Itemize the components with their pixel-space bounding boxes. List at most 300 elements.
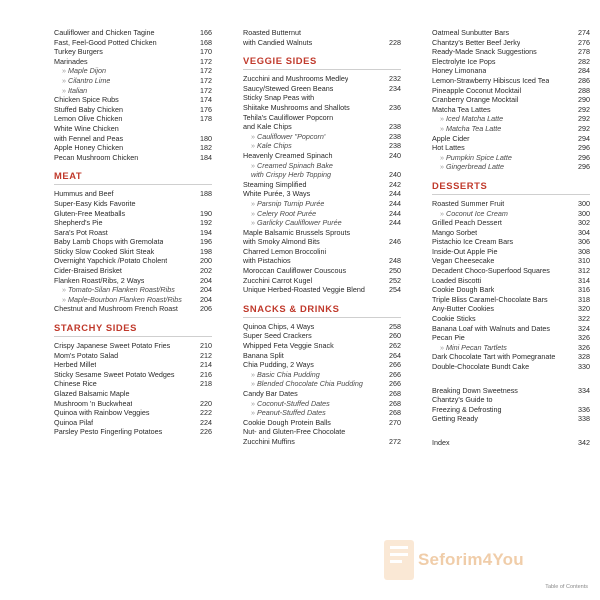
page-number: 172	[200, 66, 212, 76]
toc-entry[interactable]	[54, 351, 212, 361]
toc-subentry[interactable]	[54, 86, 212, 96]
page-number: 172	[200, 75, 212, 85]
toc-entry[interactable]	[54, 105, 212, 115]
page-number: 194	[200, 227, 212, 237]
entry-title: » Mini Pecan Tartlets	[432, 343, 507, 353]
entry-title: Super Seed Crackers	[243, 331, 312, 341]
page-number: 236	[389, 102, 401, 112]
toc-entry[interactable]	[54, 408, 212, 418]
toc-subentry[interactable]	[432, 124, 590, 134]
section-heading: VEGGIE SIDES	[243, 55, 401, 70]
entry-title: Maple Balsamic Brussels Sprouts with Smoky Almond Bits	[243, 227, 351, 247]
toc-entry[interactable]	[432, 76, 590, 86]
toc-entry[interactable]	[243, 389, 401, 399]
page-number: 254	[389, 285, 401, 295]
toc-subentry[interactable]	[54, 66, 212, 76]
page-number: 284	[578, 66, 590, 76]
toc-subentry[interactable]	[243, 209, 401, 219]
toc-entry[interactable]	[432, 86, 590, 96]
page-number: 248	[389, 256, 401, 266]
entry-title: Quinoa Pilaf	[54, 417, 94, 427]
entry-title: » Coconut-Stuffed Dates	[243, 399, 330, 409]
entry-title: Parsley Pesto Fingerling Potatoes	[54, 427, 163, 437]
page-footer: Table of Contents	[545, 584, 588, 590]
toc-entry[interactable]	[243, 93, 401, 112]
page-number: 282	[578, 56, 590, 66]
page-number: 300	[578, 198, 590, 208]
page-number: 204	[200, 285, 212, 295]
toc-entry[interactable]	[243, 28, 401, 47]
entry-title: White Wine Chicken with Fennel and Peas	[54, 123, 124, 143]
page-number: 228	[389, 37, 401, 47]
entry-title: Marinades	[54, 56, 88, 66]
toc-subentry[interactable]	[54, 295, 212, 305]
entry-title: » Parsnip Turnip Purée	[243, 199, 324, 209]
entry-title: Turkey Burgers	[54, 47, 103, 57]
section-heading: MEAT	[54, 170, 212, 185]
page-number: 240	[389, 150, 401, 160]
page-number: 258	[389, 321, 401, 331]
entry-title: » Gingerbread Latte	[432, 162, 504, 172]
page-number: 218	[200, 379, 212, 389]
entry-title: Hummus and Beef	[54, 189, 114, 199]
entry-title: Pineapple Coconut Mocktail	[432, 85, 522, 95]
toc-entry[interactable]	[54, 370, 212, 380]
entry-title: Hot Lattes	[432, 143, 465, 153]
page-number: 314	[578, 275, 590, 285]
toc-entry[interactable]	[243, 331, 401, 341]
entry-title: Roasted Butternut with Candied Walnuts	[243, 28, 313, 47]
toc-entry[interactable]	[54, 153, 212, 163]
toc-subentry[interactable]	[243, 379, 401, 389]
page-number: 296	[578, 152, 590, 162]
entry-title: Dark Chocolate Tart with Pomegranate	[432, 352, 556, 362]
toc-entry[interactable]	[432, 352, 590, 362]
entry-title: Matcha Tea Lattes	[432, 104, 491, 114]
entry-title: Index	[432, 437, 450, 447]
entry-title: Mango Sorbet	[432, 227, 478, 237]
toc-entry[interactable]	[432, 105, 590, 115]
toc-entry[interactable]	[54, 124, 212, 143]
toc-entry[interactable]	[432, 57, 590, 67]
toc-subentry[interactable]	[432, 153, 590, 163]
page-number: 260	[389, 331, 401, 341]
entry-title: Honey Limonana	[432, 66, 487, 76]
toc-entry[interactable]	[432, 256, 590, 266]
toc-entry[interactable]	[432, 66, 590, 76]
toc-entry[interactable]	[243, 151, 401, 161]
toc-subentry[interactable]	[432, 343, 590, 353]
toc-entry[interactable]	[432, 266, 590, 276]
toc-entry[interactable]	[54, 228, 212, 238]
toc-entry[interactable]	[432, 228, 590, 238]
toc-entry[interactable]	[243, 84, 401, 94]
toc-entry[interactable]	[54, 341, 212, 351]
toc-entry[interactable]	[54, 28, 212, 38]
page-number: 238	[389, 122, 401, 132]
page-number: 226	[200, 427, 212, 437]
page-number: 266	[389, 379, 401, 389]
page-number: 324	[578, 323, 590, 333]
toc-entry[interactable]	[54, 38, 212, 48]
toc-subentry[interactable]	[54, 285, 212, 295]
page-number: 306	[578, 237, 590, 247]
page-number: 288	[578, 85, 590, 95]
page-number: 342	[578, 437, 590, 447]
page-number: 266	[389, 369, 401, 379]
page-number: 308	[578, 246, 590, 256]
page-number: 220	[200, 398, 212, 408]
page-number: 326	[578, 342, 590, 352]
toc-entry[interactable]	[432, 324, 590, 334]
entry-title: Moroccan Cauliflower Couscous	[243, 266, 347, 276]
toc-entry[interactable]	[432, 95, 590, 105]
toc-entry[interactable]	[432, 333, 590, 343]
page-number: 320	[578, 304, 590, 314]
toc-subentry[interactable]	[432, 114, 590, 124]
page-number: 286	[578, 75, 590, 85]
entry-title: Ready-Made Snack Suggestions	[432, 47, 537, 57]
toc-entry[interactable]	[243, 228, 401, 247]
toc-entry[interactable]	[432, 143, 590, 153]
page-number: 178	[200, 114, 212, 124]
entry-title: Chantzy's Better Beef Jerky	[432, 37, 521, 47]
toc-subentry[interactable]	[243, 141, 401, 151]
page-number: 202	[200, 266, 212, 276]
entry-title: Lemon-Strawberry Hibiscus Iced Tea	[432, 75, 550, 85]
page-number: 166	[200, 28, 212, 37]
entry-title: Chia Pudding, 2 Ways	[243, 360, 314, 370]
entry-title: » Kale Chips	[243, 141, 292, 151]
page-number: 246	[389, 237, 401, 247]
page-number: 318	[578, 294, 590, 304]
toc-entry[interactable]	[243, 276, 401, 286]
entry-title: Baby Lamb Chops with Gremolata	[54, 237, 164, 247]
entry-title: Any-Butter Cookies	[432, 304, 494, 314]
entry-title: » Cilantro Lime	[54, 76, 110, 86]
page-number: 270	[389, 417, 401, 427]
page-number: 180	[200, 133, 212, 143]
entry-title: » Cauliflower "Popcorn"	[243, 132, 326, 142]
entry-title: Charred Lemon Broccolini with Pistachios	[243, 246, 327, 266]
spacer	[432, 424, 590, 438]
toc-entry[interactable]	[243, 247, 401, 266]
page-number: 326	[578, 333, 590, 343]
toc-column-3	[432, 28, 590, 448]
entry-title: » Garlicky Cauliflower Purée	[243, 218, 342, 228]
toc-entry[interactable]	[432, 386, 590, 396]
toc-entry[interactable]	[432, 276, 590, 286]
page-number: 222	[200, 408, 212, 418]
toc-entry[interactable]	[243, 285, 401, 295]
page-number: 268	[389, 389, 401, 398]
entry-title: Mom's Potato Salad	[54, 350, 119, 360]
toc-subentry[interactable]	[243, 399, 401, 409]
entry-title: » Pumpkin Spice Latte	[432, 153, 512, 163]
toc-column-1	[54, 28, 212, 437]
entry-title: » Tomato-Silan Flanken Roast/Ribs	[54, 285, 175, 295]
toc-column-2	[243, 28, 401, 447]
toc-entry[interactable]	[54, 360, 212, 370]
entry-title: Quinoa Chips, 4 Ways	[243, 321, 315, 331]
entry-title: Oatmeal Sunbutter Bars	[432, 28, 510, 37]
page-number: 168	[200, 37, 212, 47]
page-number: 272	[389, 436, 401, 446]
entry-title: » Maple Dijon	[54, 66, 106, 76]
entry-title: Chantzy's Guide to Freezing & Defrosting	[432, 395, 502, 414]
toc-entry[interactable]	[54, 247, 212, 257]
entry-title: Stuffed Baby Chicken	[54, 104, 123, 114]
entry-title: » Basic Chia Pudding	[243, 370, 320, 380]
page-number: 210	[200, 341, 212, 351]
page-number: 200	[200, 256, 212, 266]
page-number: 244	[389, 198, 401, 208]
entry-title: Roasted Summer Fruit	[432, 198, 505, 208]
entry-title: Chicken Spice Rubs	[54, 95, 119, 105]
page-number: 214	[200, 360, 212, 370]
page-number: 198	[200, 246, 212, 256]
page-number: 224	[200, 417, 212, 427]
toc-entry[interactable]	[432, 395, 590, 414]
page-number: 174	[200, 95, 212, 105]
entry-title: Tehila's Cauliflower Popcorn and Kale Chips	[243, 112, 334, 132]
toc-subentry[interactable]	[432, 209, 590, 219]
toc-entry[interactable]	[54, 47, 212, 57]
page-number: 338	[578, 414, 590, 424]
toc-entry[interactable]	[54, 427, 212, 437]
toc-entry[interactable]	[432, 247, 590, 257]
entry-title: Sara's Pot Roast	[54, 227, 108, 237]
toc-entry[interactable]	[243, 189, 401, 199]
entry-title: Sticky Sesame Sweet Potato Wedges	[54, 369, 175, 379]
toc-entry[interactable]	[432, 362, 590, 372]
toc-entry[interactable]	[432, 304, 590, 314]
page-number: 330	[578, 362, 590, 371]
entry-title: Super-Easy Kids Favorite Gluten-Free Meatballs	[54, 198, 136, 218]
toc-entry[interactable]	[432, 414, 590, 424]
page-number: 212	[200, 350, 212, 360]
page-number: 190	[200, 208, 212, 218]
page-number: 276	[578, 37, 590, 47]
entry-title: Candy Bar Dates	[243, 389, 298, 398]
toc-subentry[interactable]	[54, 76, 212, 86]
toc-entry[interactable]	[243, 322, 401, 332]
entry-title: Zucchini Carrot Kugel	[243, 275, 313, 285]
page-number: 296	[578, 143, 590, 153]
toc-entry[interactable]	[243, 180, 401, 190]
entry-title: Sticky Snap Peas with Shiitake Mushrooms and Shallots	[243, 93, 350, 112]
toc-entry[interactable]	[54, 114, 212, 124]
entry-title: Cookie Dough Protein Balls	[243, 417, 331, 427]
toc-entry[interactable]	[54, 57, 212, 67]
entry-title: » Matcha Tea Latte	[432, 124, 501, 134]
entry-title: Apple Cider	[432, 133, 470, 143]
entry-title: Double-Chocolate Bundt Cake	[432, 362, 530, 371]
toc-entry[interactable]	[432, 295, 590, 305]
toc-entry[interactable]	[54, 266, 212, 276]
toc-entry[interactable]	[243, 266, 401, 276]
entry-title: Chestnut and Mushroom French Roast	[54, 304, 178, 314]
entry-title: Grilled Peach Dessert	[432, 218, 502, 228]
entry-title: Triple Bliss Caramel-Chocolate Bars	[432, 294, 548, 304]
toc-entry[interactable]	[54, 218, 212, 228]
page-number: 292	[578, 114, 590, 124]
entry-title: Shepherd's Pie	[54, 218, 103, 228]
page-number: 204	[200, 294, 212, 304]
toc-entry[interactable]	[54, 379, 212, 389]
page-number: 172	[200, 56, 212, 66]
entry-title: Breaking Down Sweetness	[432, 385, 518, 395]
page-number: 294	[578, 133, 590, 143]
entry-title: Crispy Japanese Sweet Potato Fries	[54, 341, 171, 351]
page-number: 310	[578, 256, 590, 266]
toc-entry[interactable]	[432, 47, 590, 57]
toc-subentry[interactable]	[243, 132, 401, 142]
page-number: 262	[389, 341, 401, 351]
page-number: 292	[578, 123, 590, 133]
toc-entry[interactable]	[432, 285, 590, 295]
page-number: 238	[389, 131, 401, 141]
watermark-text: Seforim4You	[418, 550, 524, 569]
page-number: 334	[578, 385, 590, 395]
toc-entry[interactable]	[243, 74, 401, 84]
page-number: 328	[578, 352, 590, 362]
toc-subentry[interactable]	[243, 161, 401, 180]
page-number: 238	[389, 141, 401, 151]
toc-entry[interactable]	[243, 427, 401, 446]
toc-entry[interactable]	[243, 360, 401, 370]
entry-title: Banana Loaf with Walnuts and Dates	[432, 323, 551, 333]
toc-subentry[interactable]	[243, 408, 401, 418]
page-number: 184	[200, 152, 212, 162]
entry-title: Pistachio Ice Cream Bars	[432, 237, 514, 247]
entry-title: Nut- and Gluten-Free Chocolate Zucchini Muffins	[243, 427, 346, 446]
entry-title: Herbed Millet	[54, 360, 97, 370]
toc-entry[interactable]	[54, 237, 212, 247]
entry-title: Inside-Out Apple Pie	[432, 246, 498, 256]
toc-entry[interactable]	[54, 95, 212, 105]
page-number: 182	[200, 143, 212, 153]
entry-title: » Iced Matcha Latte	[432, 114, 503, 124]
toc-entry[interactable]	[243, 113, 401, 132]
page-number: 244	[389, 189, 401, 199]
page-number: 196	[200, 237, 212, 247]
entry-title: Unique Herbed-Roasted Veggie Blend	[243, 285, 365, 295]
page-number: 242	[389, 179, 401, 189]
section-heading: STARCHY SIDES	[54, 322, 212, 337]
page-number: 292	[578, 104, 590, 114]
toc-entry[interactable]	[54, 304, 212, 314]
entry-title: Vegan Cheesecake	[432, 256, 495, 266]
toc-entry[interactable]	[54, 143, 212, 153]
page-number: 244	[389, 218, 401, 228]
page-number: 216	[200, 369, 212, 379]
page-number: 290	[578, 95, 590, 105]
toc-subentry[interactable]	[243, 199, 401, 209]
entry-title: Fast, Feel-Good Potted Chicken	[54, 37, 157, 47]
page-number: 188	[200, 189, 212, 199]
entry-title: Cookie Sticks	[432, 314, 476, 324]
page-number: 300	[578, 208, 590, 218]
section-heading: SNACKS & DRINKS	[243, 303, 401, 318]
toc-entry[interactable]	[54, 276, 212, 286]
toc-entry[interactable]	[54, 256, 212, 266]
page-number: 240	[389, 170, 401, 180]
page-number: 304	[578, 227, 590, 237]
toc-subentry[interactable]	[243, 370, 401, 380]
toc-entry[interactable]	[243, 341, 401, 351]
entry-title: Saucy/Stewed Green Beans	[243, 83, 334, 93]
toc-entry[interactable]	[432, 28, 590, 38]
toc-entry[interactable]	[432, 199, 590, 209]
entry-title: Glazed Balsamic Maple Mushroom 'n Buckwheat	[54, 389, 133, 408]
entry-title: Overnight Yapchick /Potato Cholent	[54, 256, 168, 266]
page-number: 234	[389, 83, 401, 93]
entry-title: » Blended Chocolate Chia Pudding	[243, 379, 363, 389]
entry-title: Cider-Braised Brisket	[54, 266, 122, 276]
page-number: 312	[578, 266, 590, 276]
toc-entry[interactable]	[243, 351, 401, 361]
toc-entry[interactable]	[54, 389, 212, 408]
entry-title: » Maple-Bourbon Flanken Roast/Ribs	[54, 295, 182, 305]
page-number: 266	[389, 360, 401, 370]
toc-entry[interactable]	[432, 218, 590, 228]
page-number: 268	[389, 398, 401, 408]
entry-title: Steaming Simplified	[243, 179, 307, 189]
page-number: 322	[578, 314, 590, 324]
entry-title: Banana Split	[243, 350, 284, 360]
toc-entry[interactable]	[54, 199, 212, 218]
page-number: 268	[389, 408, 401, 418]
toc-entry[interactable]	[432, 438, 590, 448]
entry-title: » Peanut-Stuffed Dates	[243, 408, 326, 418]
page-number: 264	[389, 350, 401, 360]
entry-title: » Coconut Ice Cream	[432, 209, 508, 219]
page-number: 302	[578, 218, 590, 228]
entry-title: Flanken Roast/Ribs, 2 Ways	[54, 275, 145, 285]
page-number: 250	[389, 266, 401, 276]
entry-title: Getting Ready	[432, 414, 478, 424]
entry-title: Pecan Pie	[432, 333, 465, 343]
entry-title: Decadent Choco-Superfood Squares	[432, 266, 550, 276]
toc-entry[interactable]	[54, 418, 212, 428]
entry-title: White Purée, 3 Ways	[243, 189, 311, 199]
entry-title: Lemon Olive Chicken	[54, 114, 123, 124]
page-number: 172	[200, 85, 212, 95]
entry-title: » Celery Root Purée	[243, 209, 316, 219]
page-number: 204	[200, 275, 212, 285]
page-number: 274	[578, 28, 590, 37]
page-number: 244	[389, 208, 401, 218]
entry-title: Sticky Slow Cooked Skirt Steak	[54, 246, 155, 256]
entry-title: » Creamed Spinach Bake with Crispy Herb Topping	[243, 161, 333, 180]
toc-entry[interactable]	[432, 38, 590, 48]
entry-title: Whipped Feta Veggie Snack	[243, 341, 334, 351]
page-number: 176	[200, 104, 212, 114]
toc-entry[interactable]	[432, 237, 590, 247]
toc-subentry[interactable]	[243, 218, 401, 228]
toc-entry[interactable]	[432, 134, 590, 144]
page-number: 296	[578, 162, 590, 172]
entry-title: Cauliflower and Chicken Tagine	[54, 28, 155, 37]
toc-entry[interactable]	[432, 314, 590, 324]
page-number: 336	[578, 404, 590, 414]
toc-entry[interactable]	[54, 189, 212, 199]
toc-subentry[interactable]	[432, 162, 590, 172]
toc-entry[interactable]	[243, 418, 401, 428]
page-number: 316	[578, 285, 590, 295]
entry-title: Electrolyte Ice Pops	[432, 56, 496, 66]
